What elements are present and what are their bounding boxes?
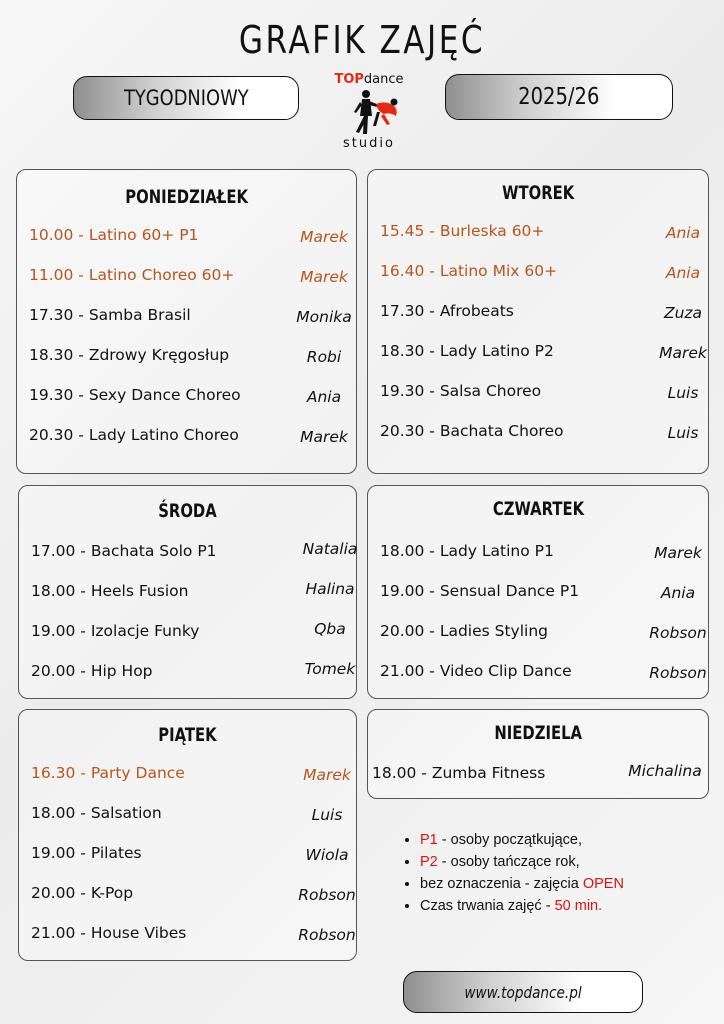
- day-card-wednesday: [18, 485, 357, 699]
- class-time-name: 19.30 - Sexy Dance Choreo: [29, 386, 241, 404]
- class-teacher: Ania: [665, 264, 701, 282]
- day-title: PONIEDZIAŁEK: [125, 186, 248, 208]
- class-row: [380, 662, 707, 688]
- class-time-name: 18.30 - Zdrowy Kręgosłup: [29, 346, 230, 364]
- class-time-name: 21.00 - House Vibes: [31, 924, 187, 942]
- class-row: [380, 582, 702, 608]
- class-row: [31, 580, 355, 608]
- class-row: [29, 426, 350, 452]
- class-teacher: Marek: [654, 544, 702, 562]
- class-row: [31, 764, 350, 790]
- class-time-name: 19.00 - Pilates: [31, 844, 142, 862]
- logo-brand: TOPdance: [334, 72, 404, 87]
- class-teacher: Ania: [665, 224, 701, 242]
- class-teacher: Marek: [659, 344, 707, 362]
- weekly-pill: [73, 76, 299, 120]
- class-teacher: Monika: [296, 308, 352, 326]
- class-time-name: 17.30 - Samba Brasil: [29, 306, 191, 324]
- class-row: [31, 622, 350, 648]
- class-row: [31, 540, 358, 568]
- season-pill: [445, 74, 673, 120]
- class-row: [31, 924, 356, 950]
- class-time-name: 21.00 - Video Clip Dance: [380, 662, 572, 680]
- season-label: 2025/26: [518, 84, 600, 110]
- class-row: [372, 764, 702, 790]
- class-row: [380, 302, 702, 328]
- class-teacher: Wiola: [305, 846, 349, 864]
- class-row: [31, 884, 356, 910]
- class-row: [29, 306, 350, 332]
- class-time-name: 18.00 - Zumba Fitness: [372, 764, 546, 782]
- class-teacher: Marek: [300, 228, 348, 246]
- class-time-name: 16.30 - Party Dance: [31, 764, 185, 782]
- class-row: [380, 622, 707, 648]
- class-time-name: 16.40 - Latino Mix 60+: [380, 262, 558, 280]
- website-link[interactable]: www.topdance.pl: [464, 982, 582, 1002]
- class-teacher: Luis: [667, 424, 699, 442]
- class-row: [380, 542, 702, 568]
- day-card-tuesday: [367, 169, 709, 474]
- day-card-monday: [16, 169, 357, 474]
- class-time-name: 18.00 - Lady Latino P1: [380, 542, 554, 560]
- class-teacher: Robson: [298, 886, 356, 904]
- class-row: [29, 266, 350, 292]
- day-card-friday: [18, 709, 357, 961]
- class-time-name: 17.00 - Bachata Solo P1: [31, 542, 217, 560]
- class-teacher: Natalia: [302, 540, 358, 558]
- day-card-sunday: [367, 709, 709, 799]
- class-time-name: 19.00 - Sensual Dance P1: [380, 582, 580, 600]
- class-teacher: Robi: [306, 348, 342, 366]
- day-title: CZWARTEK: [492, 498, 584, 520]
- class-teacher: Marek: [300, 268, 348, 286]
- class-time-name: 18.00 - Salsation: [31, 804, 162, 822]
- legend-p2: • P2 - osoby tańczące rok,: [420, 854, 624, 870]
- class-teacher: Luis: [667, 384, 699, 402]
- day-title: PIĄTEK: [158, 724, 217, 746]
- logo-studio: studio: [343, 136, 395, 151]
- class-time-name: 15.45 - Burleska 60+: [380, 222, 545, 240]
- class-time-name: 20.00 - Ladies Styling: [380, 622, 549, 640]
- class-time-name: 10.00 - Latino 60+ P1: [29, 226, 199, 244]
- class-time-name: 19.30 - Salsa Choreo: [380, 382, 542, 400]
- class-row: [31, 660, 356, 688]
- class-row: [29, 346, 350, 372]
- class-time-name: 20.30 - Lady Latino Choreo: [29, 426, 239, 444]
- class-row: [380, 222, 702, 248]
- dancers-icon: [324, 82, 414, 142]
- class-row: [29, 386, 350, 412]
- class-time-name: 20.00 - Hip Hop: [31, 662, 153, 680]
- page-title: GRAFIK ZAJĘĆ: [238, 18, 486, 62]
- class-time-name: 19.00 - Izolacje Funky: [31, 622, 200, 640]
- day-title: ŚRODA: [158, 500, 217, 522]
- class-row: [29, 226, 350, 252]
- class-row: [31, 844, 350, 870]
- topdance-logo: [324, 70, 414, 154]
- class-time-name: 20.00 - K-Pop: [31, 884, 134, 902]
- class-row: [380, 382, 702, 408]
- class-teacher: Qba: [314, 620, 346, 638]
- legend: [398, 832, 624, 920]
- legend-duration: • Czas trwania zajęć - 50 min.: [420, 898, 624, 914]
- legend-p1: • P1 - osoby początkujące,: [420, 832, 624, 848]
- legend-open: • bez oznaczenia - zajęcia OPEN: [420, 876, 624, 892]
- class-row: [380, 422, 702, 448]
- class-teacher: Robson: [649, 624, 707, 642]
- class-time-name: 11.00 - Latino Choreo 60+: [29, 266, 235, 284]
- day-card-thursday: [367, 485, 709, 699]
- class-teacher: Robson: [649, 664, 707, 682]
- class-row: [380, 342, 707, 368]
- website-pill[interactable]: [403, 971, 643, 1013]
- class-teacher: Marek: [300, 428, 348, 446]
- weekly-label: TYGODNIOWY: [123, 86, 249, 110]
- class-time-name: 17.30 - Afrobeats: [380, 302, 514, 320]
- class-teacher: Michalina: [628, 762, 702, 780]
- class-teacher: Luis: [311, 806, 343, 824]
- class-row: [31, 804, 350, 830]
- class-teacher: Zuza: [663, 304, 703, 322]
- class-teacher: Marek: [303, 766, 351, 784]
- class-teacher: Robson: [298, 926, 356, 944]
- class-time-name: 20.30 - Bachata Choreo: [380, 422, 564, 440]
- day-title: WTOREK: [501, 182, 575, 204]
- class-teacher: Tomek: [304, 660, 356, 678]
- class-teacher: Ania: [660, 584, 696, 602]
- class-teacher: Ania: [306, 388, 342, 406]
- class-time-name: 18.00 - Heels Fusion: [31, 582, 189, 600]
- class-teacher: Halina: [305, 580, 355, 598]
- class-row: [380, 262, 702, 288]
- day-title: NIEDZIELA: [494, 722, 582, 744]
- class-time-name: 18.30 - Lady Latino P2: [380, 342, 554, 360]
